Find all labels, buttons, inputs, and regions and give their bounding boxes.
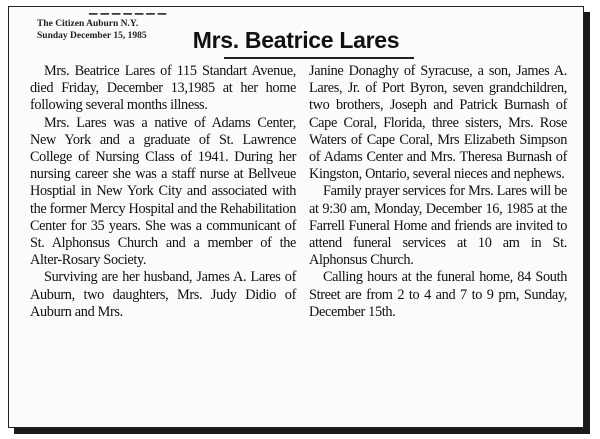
paragraph-calling-hours: Calling hours at the funeral home, 84 South Street are from 2 to 4 and 7 to 9 pm, Sunday, December 15th. (309, 269, 567, 320)
right-column (309, 63, 567, 321)
obituary-headline: Mrs. Beatrice Lares (192, 27, 400, 53)
cut-off-text-fragment: ▁▁▁▁▁▁▁ (89, 6, 170, 15)
source-paper: The Citizen Auburn N.Y. (37, 19, 139, 29)
paragraph-biography: Mrs. Lares was a native of Adams Center, New York and a graduate of St. Lawrence College of Nursing Class of 1941. During her nursing career she was a staff nurse at Bellveue Hosptial in New York City and associated with the former Mercy Hospital and the Rehabilitation Center for 35 years. She was a communicant of St. Alphonsus Church and a member of the Alter-Rosary Society. (30, 114, 296, 269)
paragraph-survivors-continued: Janine Donaghy of Syracuse, a son, James A. Lares, Jr. of Port Byron, seven grandchildren, two brothers, Joseph and Patrick Burnash of Cape Coral, Florida, three sisters, Mrs. Rose Waters of Cape Coral, Mrs Elizabeth Simpson of Adams Center and Mrs. Theresa Burnash of Kingston, Ontario, several nieces and nephews. (309, 63, 567, 183)
left-column (30, 63, 296, 321)
paragraph-survivors-start: Surviving are her husband, James A. Lares of Auburn, two daughters, Mrs. Judy Didio of Auburn and Mrs. (30, 269, 296, 320)
paragraph-services: Family prayer services for Mrs. Lares will be at 9:30 am, Monday, December 16, 1985 at the Farrell Funeral Home and friends are invited to attend funeral services at 10 am in St. Alphonsus Church. (309, 183, 567, 269)
paragraph-death-notice: Mrs. Beatrice Lares of 115 Standart Avenue, died Friday, December 13,1985 at her home following several months illness. (30, 63, 296, 114)
newspaper-clipping (8, 6, 584, 428)
headline-rule (224, 57, 414, 59)
source-date: Sunday December 15, 1985 (37, 30, 147, 41)
